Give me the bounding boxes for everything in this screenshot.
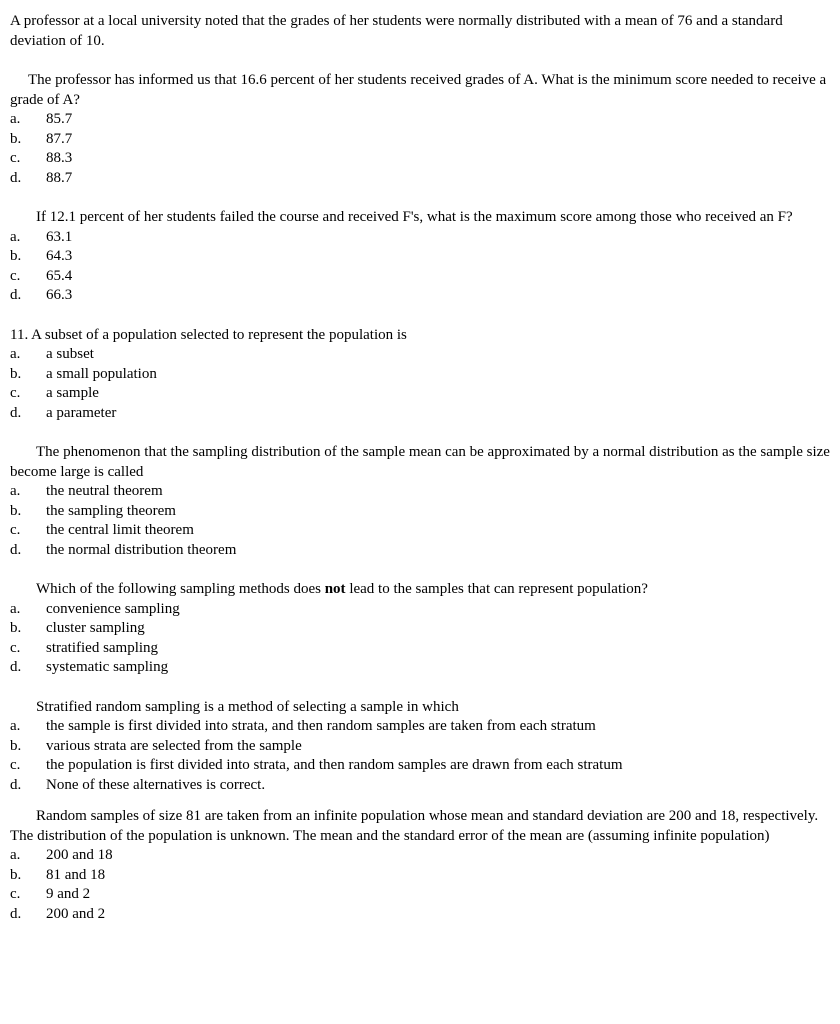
option-text: the population is first divided into strata, and then random samples are drawn from each stratum [46, 757, 623, 773]
spacer [10, 678, 832, 698]
option-letter: d. [10, 905, 22, 922]
option-c [10, 149, 832, 169]
option-list [10, 345, 832, 423]
option-list [10, 846, 832, 924]
option-letter: c. [10, 385, 21, 401]
document-page [10, 12, 832, 924]
option-c [10, 885, 832, 905]
question-stem [10, 807, 832, 846]
option-text: the sample is first divided into strata, and then random samples are taken from each stratum [46, 718, 596, 734]
option-text: the neutral theorem [46, 483, 163, 499]
spacer [10, 188, 832, 208]
option-letter: c. [10, 267, 21, 284]
option-c [10, 639, 832, 659]
question-stem-before: Which of the following sampling methods does [36, 581, 325, 597]
option-letter: b. [10, 130, 22, 147]
option-letter: a. [10, 718, 21, 734]
option-text: 64.3 [46, 248, 73, 264]
question-stem-emphasis: not [324, 581, 346, 597]
question-stratified-sampling [10, 698, 832, 796]
question-stem-text: The phenomenon that the sampling distribution of the sample mean can be approximated by a normal distribution as the sample size become large is called [10, 444, 830, 480]
spacer [10, 423, 832, 443]
option-a [10, 717, 832, 737]
option-text: 87.7 [46, 130, 73, 147]
option-text: convenience sampling [46, 600, 180, 617]
option-letter: b. [10, 737, 22, 754]
intro-paragraph: A professor at a local university noted that the grades of her students were normally distributed with a mean of 76 and a standard deviation of 10. [10, 13, 783, 49]
option-letter: b. [10, 248, 22, 264]
question-grade-a [10, 71, 832, 188]
option-c [10, 756, 832, 776]
option-text: 66.3 [46, 287, 73, 303]
option-letter: b. [10, 866, 22, 883]
option-b [10, 130, 832, 150]
option-text: 200 and 2 [46, 905, 106, 922]
option-a [10, 228, 832, 248]
spacer [10, 795, 832, 807]
option-a [10, 482, 832, 502]
option-letter: d. [10, 541, 22, 558]
option-d [10, 404, 832, 424]
option-text: 88.3 [46, 150, 73, 166]
option-list [10, 110, 832, 188]
option-text: the sampling theorem [46, 502, 176, 519]
option-text: the normal distribution theorem [46, 541, 237, 558]
question-stem-text: Random samples of size 81 are taken from an infinite population whose mean and standard deviation are 200 and 18, respectively. The distribution of the population is unknown. The mean and the standard error of the mean are (assuming infinite population) [10, 808, 819, 844]
option-d [10, 286, 832, 306]
option-letter: a. [10, 847, 21, 863]
option-c [10, 384, 832, 404]
option-text: stratified sampling [46, 639, 159, 656]
option-b [10, 365, 832, 385]
option-text: 81 and 18 [46, 866, 106, 883]
option-letter: c. [10, 522, 21, 538]
option-text: a parameter [46, 404, 117, 421]
option-text: 63.1 [46, 228, 73, 245]
option-a [10, 600, 832, 620]
question-stem [10, 208, 832, 228]
option-list [10, 717, 832, 795]
option-letter: c. [10, 150, 21, 166]
option-d [10, 169, 832, 189]
option-letter: d. [10, 776, 22, 793]
question-stem-text: The professor has informed us that 16.6 percent of her students received grades of A. What is the minimum score needed to receive a grade of A? [10, 72, 827, 108]
option-text: 9 and 2 [46, 886, 91, 902]
option-text: 200 and 18 [46, 847, 113, 863]
question-stem [10, 698, 832, 718]
option-letter: b. [10, 502, 22, 519]
question-grade-f [10, 208, 832, 306]
option-d [10, 541, 832, 561]
option-a [10, 345, 832, 365]
question-stem-text: Stratified random sampling is a method of selecting a sample in which [36, 698, 459, 715]
option-letter: a. [10, 228, 21, 245]
option-text: the central limit theorem [46, 522, 194, 538]
option-letter: a. [10, 346, 21, 362]
question-stem-text: If 12.1 percent of her students failed the course and received F's, what is the maximum score among those who received an F? [36, 209, 793, 225]
option-text: systematic sampling [46, 659, 169, 675]
option-list [10, 482, 832, 560]
option-a [10, 846, 832, 866]
option-letter: c. [10, 639, 21, 656]
option-text: a sample [46, 385, 99, 401]
option-letter: d. [10, 287, 22, 303]
question-stem-after: lead to the samples that can represent population? [345, 581, 648, 597]
option-letter: a. [10, 111, 21, 127]
option-letter: b. [10, 620, 22, 636]
question-11-subset [10, 326, 832, 424]
option-letter: c. [10, 886, 21, 902]
option-text: 65.4 [46, 267, 73, 284]
option-letter: d. [10, 659, 22, 675]
question-stem [10, 71, 832, 110]
option-text: None of these alternatives is correct. [46, 776, 266, 793]
option-c [10, 267, 832, 287]
option-letter: b. [10, 365, 22, 382]
option-letter: a. [10, 483, 21, 499]
option-letter: d. [10, 404, 22, 421]
option-d [10, 658, 832, 678]
spacer [10, 560, 832, 580]
option-list [10, 228, 832, 306]
option-text: 85.7 [46, 111, 73, 127]
option-letter: c. [10, 757, 21, 773]
option-text: a subset [46, 346, 94, 362]
option-text: cluster sampling [46, 620, 145, 636]
option-a [10, 110, 832, 130]
option-d [10, 776, 832, 796]
question-stem [10, 443, 832, 482]
question-central-limit [10, 443, 832, 560]
option-text: various strata are selected from the sample [46, 737, 302, 754]
option-letter: d. [10, 169, 22, 186]
option-list [10, 600, 832, 678]
question-standard-error [10, 807, 832, 924]
option-c [10, 521, 832, 541]
option-text: a small population [46, 365, 157, 382]
option-b [10, 737, 832, 757]
option-b [10, 502, 832, 522]
option-b [10, 619, 832, 639]
question-stem [10, 326, 832, 346]
question-stem [10, 580, 832, 600]
option-text: 88.7 [46, 169, 73, 186]
option-letter: a. [10, 600, 21, 617]
question-stem-text: 11. A subset of a population selected to represent the population is [10, 326, 407, 343]
option-b [10, 866, 832, 886]
spacer [10, 306, 832, 326]
question-sampling-methods [10, 580, 832, 678]
option-d [10, 905, 832, 925]
option-b [10, 247, 832, 267]
